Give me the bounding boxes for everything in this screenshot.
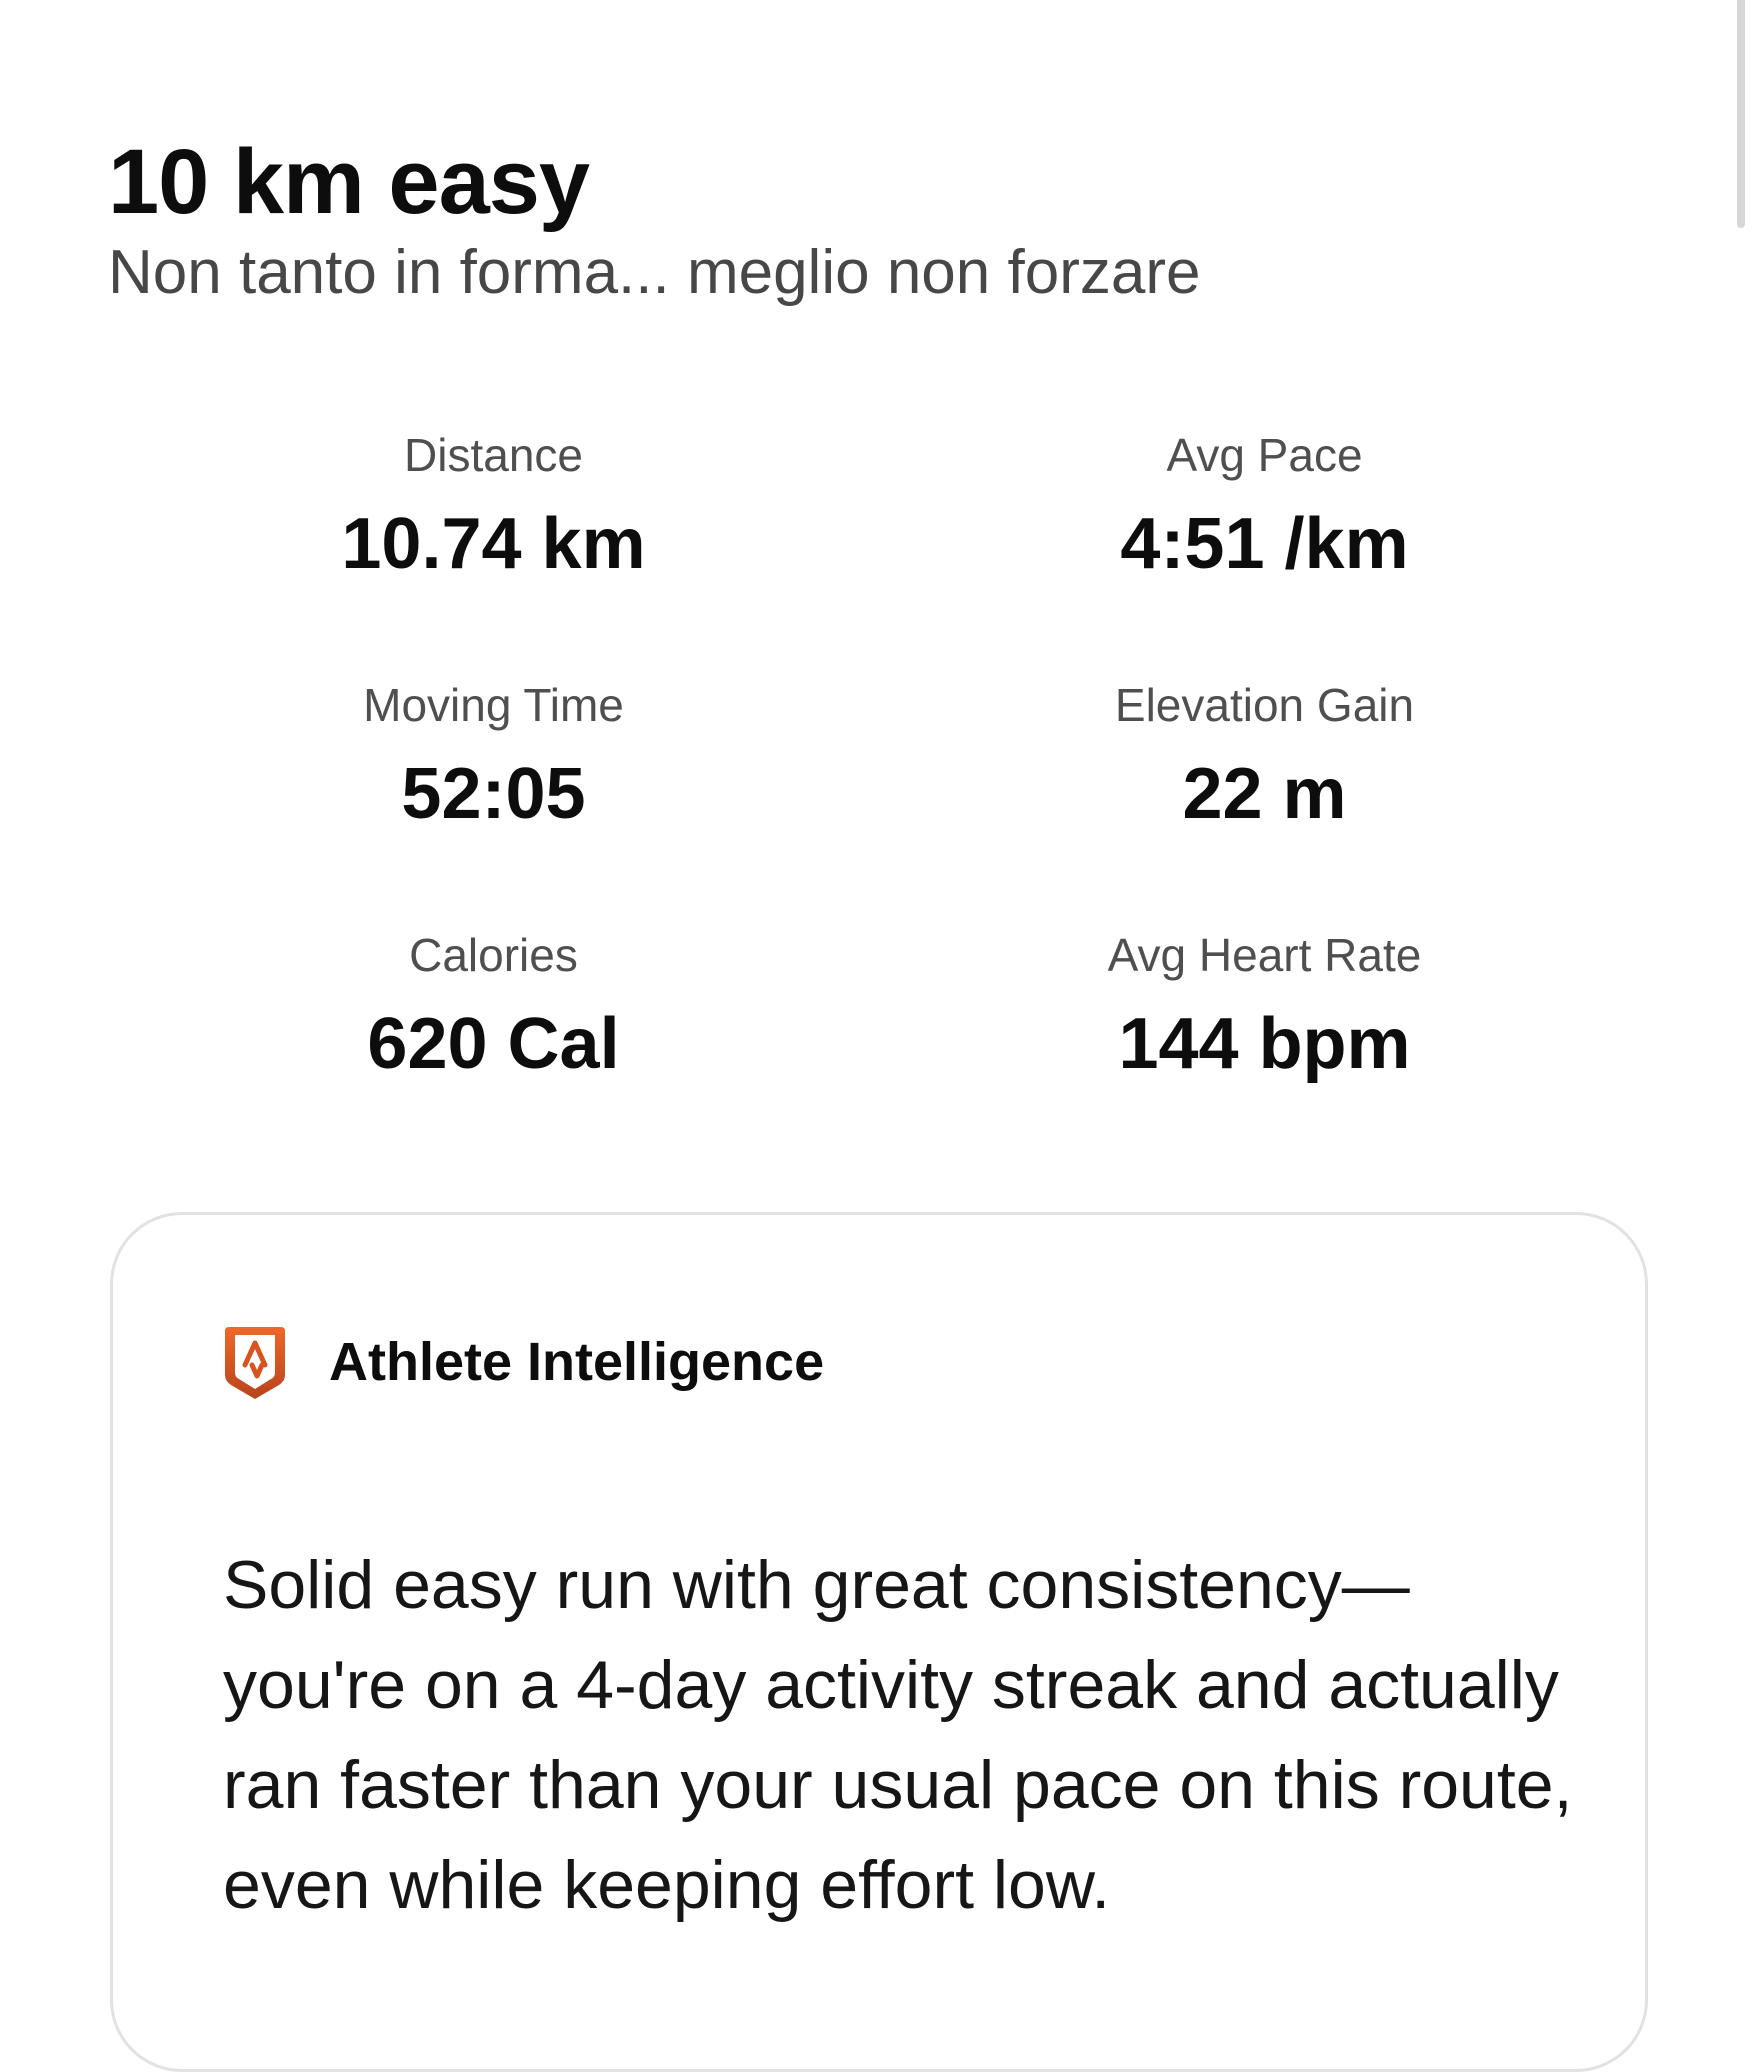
stat-calories: [108, 928, 879, 1178]
scrollbar[interactable]: [1737, 0, 1745, 228]
stat-avg-heart-rate: [879, 928, 1650, 1178]
stats-grid: [108, 428, 1650, 1178]
stat-value: 52:05: [401, 754, 586, 835]
stat-avg-pace: [879, 428, 1650, 678]
athlete-intelligence-card[interactable]: [110, 1212, 1648, 2072]
stat-value: 22 m: [1182, 754, 1347, 835]
activity-description: Non tanto in forma... meglio non forzare: [108, 238, 1201, 307]
stat-label: Distance: [404, 429, 583, 481]
stat-value: 4:51 /km: [1120, 504, 1409, 585]
athlete-intelligence-shield-icon: [223, 1323, 287, 1401]
stat-label: Calories: [409, 929, 578, 981]
activity-title: 10 km easy: [108, 130, 590, 233]
stat-label: Avg Heart Rate: [1107, 929, 1422, 981]
stat-label: Moving Time: [363, 679, 624, 731]
stat-distance: [108, 428, 879, 678]
stat-value: 620 Cal: [367, 1004, 620, 1085]
stat-value: 144 bpm: [1118, 1004, 1411, 1085]
stat-elevation-gain: [879, 678, 1650, 928]
stat-value: 10.74 km: [341, 504, 646, 585]
athlete-intelligence-summary: Solid easy run with great consistency—you're on a 4-day activity streak and actually ran faster than your usual pace on this route, even while keeping effort low.: [223, 1547, 1573, 1923]
athlete-intelligence-title: Athlete Intelligence: [329, 1332, 825, 1392]
stat-label: Elevation Gain: [1114, 679, 1415, 731]
stat-label: Avg Pace: [1166, 429, 1363, 481]
stat-moving-time: [108, 678, 879, 928]
athlete-intelligence-header: [223, 1323, 824, 1401]
